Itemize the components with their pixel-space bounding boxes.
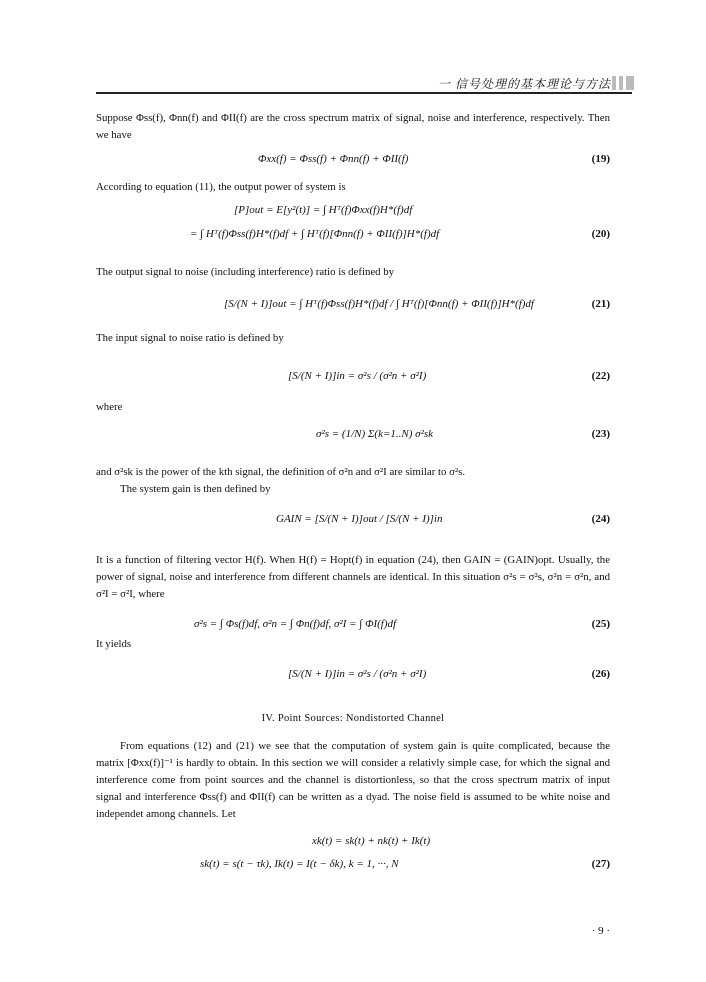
equation-number-24: (24) [591, 513, 610, 525]
equation-27b [96, 858, 610, 878]
equation-25-body: σ²s = ∫ Φs(f)df, σ²n = ∫ Φn(f)df, σ²I = ∫ ΦI(f)df [194, 618, 397, 630]
paragraph-1: Suppose Φss(f), Φnn(f) and ΦII(f) are the cross spectrum matrix of signal, noise and interference, respectively. Then we have [96, 112, 610, 141]
running-header: 一 信号处理的基本理论与方法 [437, 77, 611, 91]
equation-number-26: (26) [591, 668, 610, 680]
equation-20a [96, 204, 610, 224]
equation-number-21: (21) [591, 298, 610, 310]
equation-20b [96, 228, 610, 248]
equation-20a-body: [P]out = E[y²(t)] = ∫ Hᵀ(f)Φxx(f)H*(f)df [234, 204, 413, 216]
paragraph-9: It yields [96, 638, 132, 650]
equation-number-23: (23) [591, 428, 610, 440]
equation-27a-body: xk(t) = sk(t) + nk(t) + Ik(t) [312, 835, 431, 847]
equation-22-body: [S/(N + I)]in = σ²s / (σ²n + σ²I) [288, 370, 427, 382]
page-number: · 9 · [591, 925, 610, 937]
equation-21-body: [S/(N + I)]out = ∫ Hᵀ(f)Φss(f)H*(f)df / ∫ Hᵀ(f)[Φnn(f) + ΦII(f)]H*(f)df [224, 298, 534, 310]
paragraph-8: It is a function of filtering vector H(f). When H(f) = Hopt(f) in equation (24), then GAIN = (GAIN)opt. Usually, the power of signal, noise and interference from different channels are identical. In this situation σ²s = σ²s, σ²n = σ²n, and σ²I = σ²I, where [96, 554, 610, 600]
paragraph-2: According to equation (11), the output power of system is [96, 181, 346, 193]
equation-number-25: (25) [591, 618, 610, 630]
equation-number-27: (27) [591, 858, 610, 870]
equation-27a [96, 835, 610, 855]
equation-26 [96, 668, 610, 688]
equation-24 [96, 513, 610, 533]
equation-22 [96, 370, 610, 390]
equation-26-body: [S/(N + I)]in = σ²s / (σ²n + σ²I) [288, 668, 427, 680]
paragraph-6: and σ²sk is the power of the kth signal, the definition of σ²n and σ²I are similar to σ²s. [96, 466, 466, 478]
equation-23-body: σ²s = (1/N) Σ(k=1..N) σ²sk [316, 428, 434, 440]
equation-19 [96, 153, 610, 173]
equation-24-body: GAIN = [S/(N + I)]out / [S/(N + I)]in [276, 513, 443, 525]
section-heading: IV. Point Sources: Nondistorted Channel [261, 713, 445, 724]
paragraph-4: The input signal to noise ratio is defined by [96, 332, 284, 344]
equation-23 [96, 428, 610, 448]
equation-25 [96, 618, 610, 638]
paragraph-5: where [96, 401, 123, 413]
equation-21 [96, 298, 610, 318]
equation-27b-body: sk(t) = s(t − τk), Ik(t) = I(t − δk), k = 1, ···, N [200, 858, 399, 870]
header-rule [96, 92, 632, 94]
paragraph-10: From equations (12) and (21) we see that the computation of system gain is quite complicated, because the matrix [Φxx(f)]⁻¹ is hardly to obtain. In this section we will consider a relativly simple case, for which the signal and interference come from point sources and the channel is distortionless, so that the cross spectrum matrix of input signal and interference Φss(f) and ΦII(f) can be written as a dyad. The noise field is assumed to be white noise and independet among channels. Let [96, 740, 610, 820]
equation-19-body: Φxx(f) = Φss(f) + Φnn(f) + ΦII(f) [258, 153, 409, 165]
equation-number-22: (22) [591, 370, 610, 382]
equation-number-20: (20) [591, 228, 610, 240]
equation-number-19: (19) [591, 153, 610, 165]
equation-20b-body: = ∫ Hᵀ(f)Φss(f)H*(f)df + ∫ Hᵀ(f)[Φnn(f) + ΦII(f)]H*(f)df [190, 228, 440, 240]
header-decoration [612, 76, 634, 90]
paragraph-3: The output signal to noise (including interference) ratio is defined by [96, 266, 395, 278]
paragraph-7: The system gain is then defined by [120, 483, 271, 495]
